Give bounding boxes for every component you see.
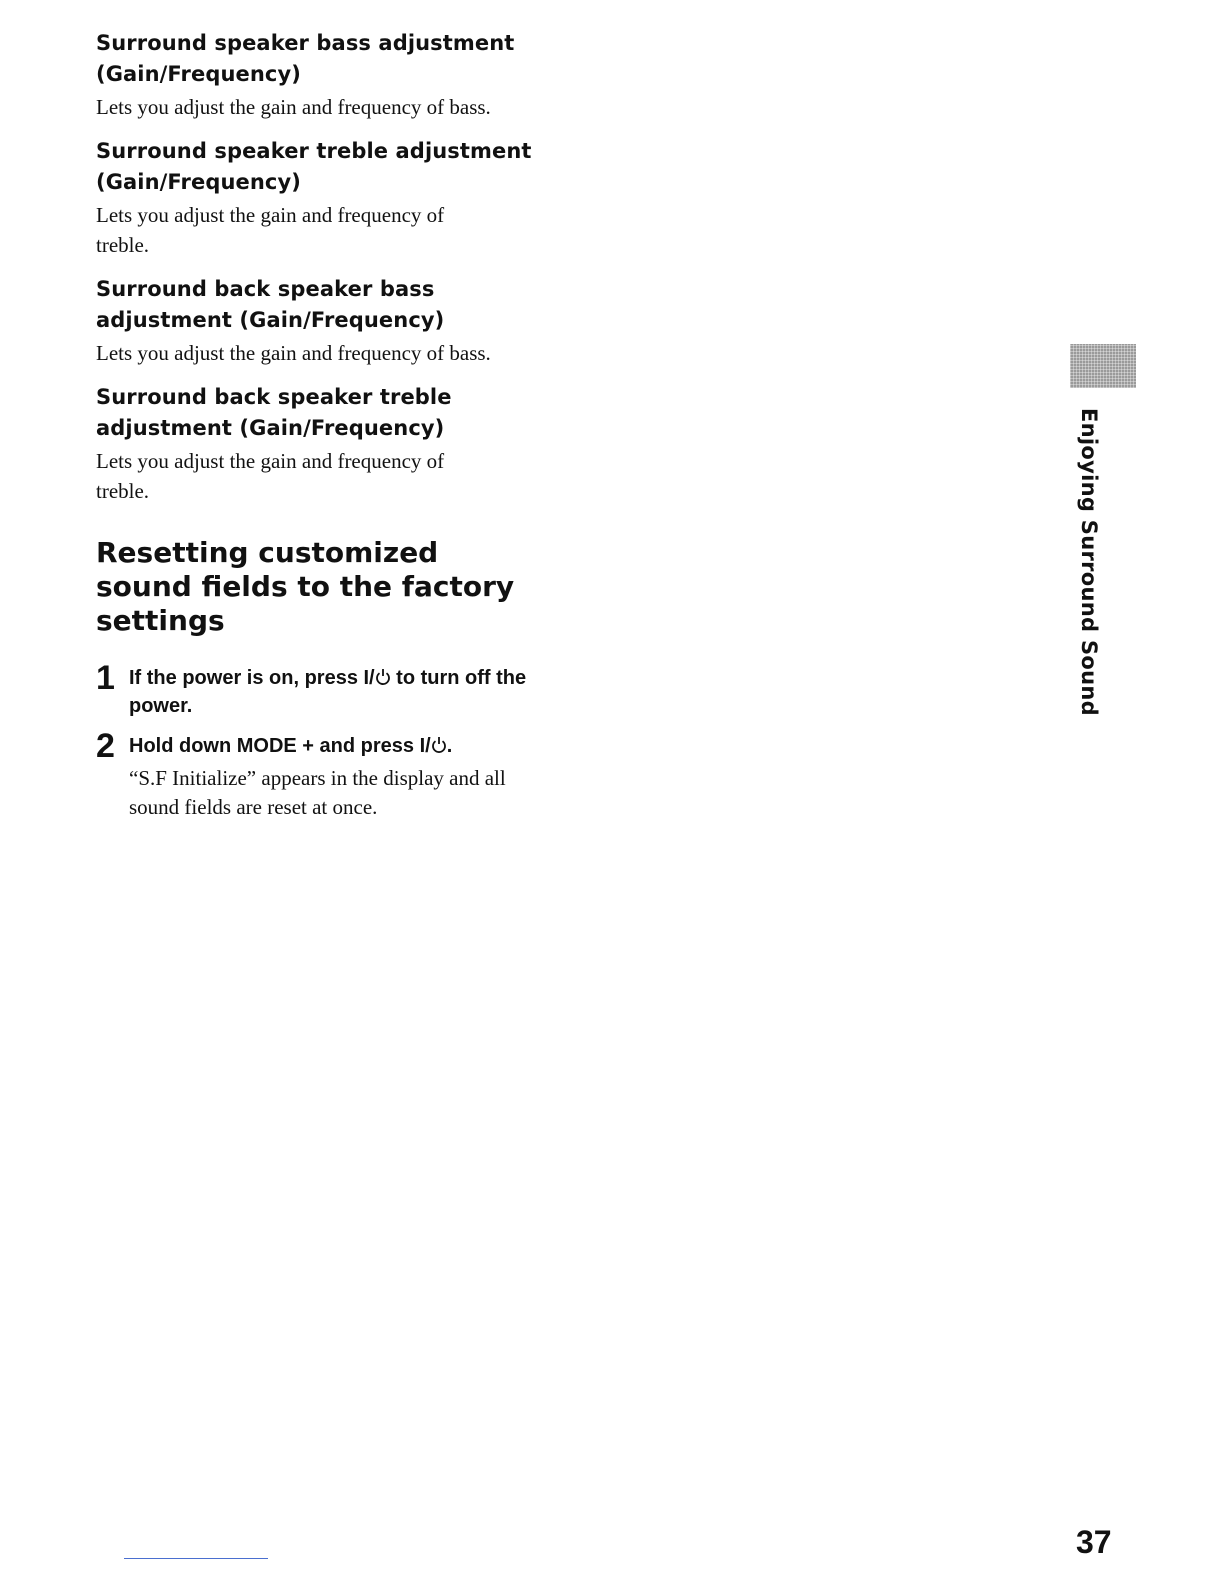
chapter-tab-label: Enjoying Surround Sound: [1077, 408, 1101, 716]
step-text-before: If the power is on, press I/: [129, 667, 375, 689]
param-heading-surround-back-bass: Surround back speaker bass adjustment (Gain/Frequency): [96, 277, 445, 332]
step-number: 1: [96, 659, 115, 697]
step-number: 2: [96, 727, 115, 765]
step-text-after: .: [446, 735, 453, 757]
page-content: [96, 28, 556, 830]
step-result: “S.F Initialize” appears in the display and all sound fields are reset at once.: [129, 766, 506, 819]
param-desc-surround-back-bass: Lets you adjust the gain and frequency of bass.: [96, 341, 491, 365]
step-text-before: Hold down MODE + and press I/: [129, 735, 431, 757]
param-heading-surround-bass: Surround speaker bass adjustment (Gain/Frequency): [96, 31, 515, 86]
param-heading-surround-back-treble: Surround back speaker treble adjustment (Gain/Frequency): [96, 385, 452, 440]
param-desc-surround-bass: Lets you adjust the gain and frequency of bass.: [96, 95, 491, 119]
power-icon: [375, 668, 391, 686]
chapter-tab-marker: [1070, 344, 1136, 388]
param-desc-surround-treble: Lets you adjust the gain and frequency of treble.: [96, 203, 445, 257]
power-icon: [431, 736, 447, 754]
step-1: [96, 659, 556, 720]
param-heading-surround-treble: Surround speaker treble adjustment (Gain/Frequency): [96, 139, 532, 194]
step-instruction: [129, 664, 549, 720]
param-desc-surround-back-treble: Lets you adjust the gain and frequency of treble.: [96, 449, 445, 503]
step-instruction: [129, 732, 549, 760]
step-2: [96, 727, 556, 822]
section-title: Resetting customized sound fields to the factory settings: [96, 536, 515, 637]
page-number: 37: [1076, 1524, 1112, 1560]
step-text-after: to turn off the power.: [129, 667, 527, 717]
footer-rule: [124, 1558, 268, 1559]
